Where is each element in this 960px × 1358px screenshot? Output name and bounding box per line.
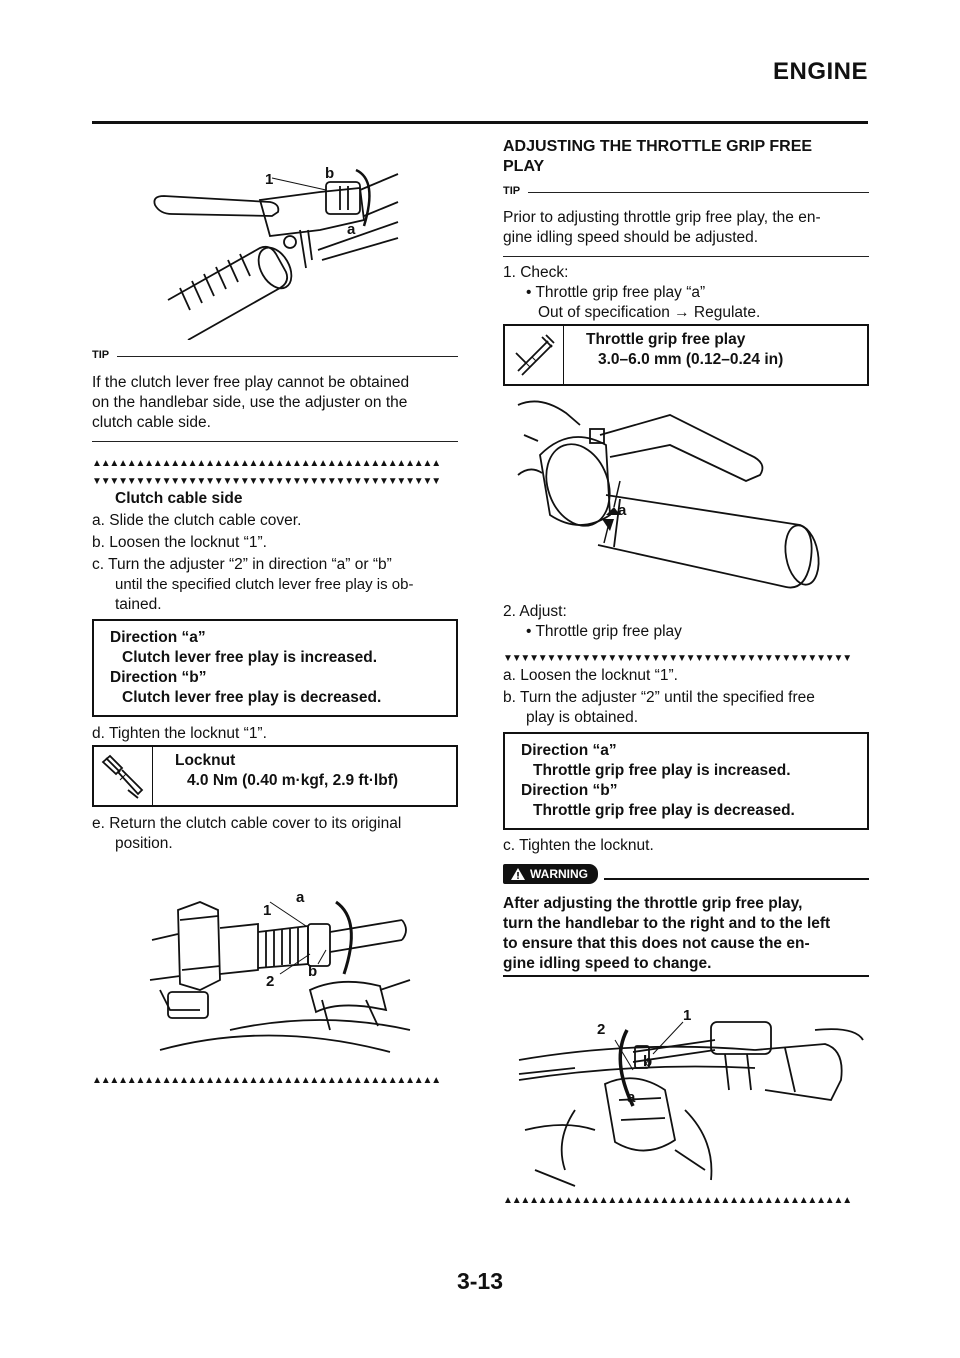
clutch-lever-illustration xyxy=(150,150,400,340)
bullet-item: • Throttle grip free play “a” xyxy=(526,284,706,301)
bullet-item: • Throttle grip free play xyxy=(526,623,682,640)
procedure-end-marker: ▲▲▲▲▲▲▲▲▲▲▲▲▲▲▲▲▲▲▲▲▲▲▲▲▲▲▲▲▲▲▲▲▲▲▲▲▲▲▲▲ xyxy=(503,1195,851,1206)
tip-line: on the handlebar side, use the adjuster on the xyxy=(92,394,408,411)
tip-label: TIP xyxy=(92,349,110,361)
step-item-cont: until the specified clutch lever free play is ob- xyxy=(115,576,414,593)
tip-text-left xyxy=(92,373,472,433)
locknut-label: Locknut xyxy=(175,752,236,769)
step-item-cont: play is obtained. xyxy=(526,709,639,726)
fig1-label-a: a xyxy=(347,221,356,238)
tip-line: gine idling speed should be adjusted. xyxy=(503,229,759,246)
tip-line: clutch cable side. xyxy=(92,414,211,431)
locknut-torque-box xyxy=(92,745,458,807)
page-number: 3-13 xyxy=(456,1268,504,1294)
step-item: c. Tighten the locknut. xyxy=(503,837,654,854)
warning-label: WARNING xyxy=(530,867,588,881)
page-title: ENGINE xyxy=(772,58,868,85)
throttle-grip-illustration xyxy=(510,395,870,595)
direction-label: Direction “a” xyxy=(110,629,206,646)
fig4-label-1: 1 xyxy=(683,1010,692,1024)
fig4-label-a: a xyxy=(627,1089,636,1106)
step-item: d. Tighten the locknut “1”. xyxy=(92,725,267,742)
subsection-title: Clutch cable side xyxy=(115,490,243,507)
direction-value: Clutch lever free play is decreased. xyxy=(122,689,382,706)
check-step xyxy=(503,263,873,323)
procedure-steps-left xyxy=(92,511,472,615)
locknut-torque-value: 4.0 Nm (0.40 m·kgf, 2.9 ft·lbf) xyxy=(187,772,399,789)
warning-line: to ensure that this does not cause the en- xyxy=(503,935,810,952)
fig3-label-a: a xyxy=(618,502,627,519)
warning-line: turn the handlebar to the right and to the left xyxy=(503,915,831,932)
direction-label: Direction “a” xyxy=(521,742,617,759)
warning-badge xyxy=(503,864,598,884)
warning-triangle-icon xyxy=(511,868,525,880)
fig2-label-a: a xyxy=(296,889,305,906)
fig2-label-b: b xyxy=(308,963,318,980)
warning-line: gine idling speed to change. xyxy=(503,955,712,972)
direction-value: Throttle grip free play is increased. xyxy=(533,762,791,779)
step-item: 1. Check: xyxy=(503,264,569,281)
warning-text xyxy=(503,894,873,974)
step-item: b. Turn the adjuster “2” until the specified free xyxy=(503,689,815,706)
direction-spec-box-right xyxy=(503,732,869,830)
step-item-cont: position. xyxy=(115,835,173,852)
step-item-cont: tained. xyxy=(115,596,162,613)
tip-header-left xyxy=(92,349,458,361)
warning-line: After adjusting the throttle grip free play, xyxy=(503,895,803,912)
throttle-spec-box xyxy=(503,324,869,386)
procedure-start-marker: ▼▼▼▼▼▼▼▼▼▼▼▼▼▼▼▼▼▼▼▼▼▼▼▼▼▼▼▼▼▼▼▼▼▼▼▼▼▼▼▼ xyxy=(92,476,440,487)
step-item: a. Loosen the locknut “1”. xyxy=(503,667,678,684)
heading-line: ADJUSTING THE THROTTLE GRIP FREE xyxy=(503,138,813,155)
spec-label: Throttle grip free play xyxy=(586,331,746,348)
step-item: 2. Adjust: xyxy=(503,603,567,620)
fig2-label-2: 2 xyxy=(266,973,275,990)
section-heading xyxy=(503,137,873,177)
warning-rule xyxy=(503,975,869,977)
step-item: e. Return the clutch cable cover to its original xyxy=(92,815,402,832)
tip-label: TIP xyxy=(503,185,521,197)
adjust-step xyxy=(503,602,873,642)
tip-header-right xyxy=(503,185,869,197)
heading-line: PLAY xyxy=(503,158,545,175)
step-item: b. Loosen the locknut “1”. xyxy=(92,534,267,551)
caliper-gauge-icon xyxy=(505,326,564,384)
fig4-label-2: 2 xyxy=(597,1021,606,1038)
step-item: a. Slide the clutch cable cover. xyxy=(92,512,302,529)
tip-rule-right xyxy=(503,256,869,257)
direction-spec-box-left xyxy=(92,619,458,717)
step-item: c. Turn the adjuster “2” in direction “a” or “b” xyxy=(92,556,392,573)
bullet-subtext: Out of specification → Regulate. xyxy=(538,304,761,321)
procedure-start-marker: ▼▼▼▼▼▼▼▼▼▼▼▼▼▼▼▼▼▼▼▼▼▼▼▼▼▼▼▼▼▼▼▼▼▼▼▼▼▼▼▼ xyxy=(503,653,851,664)
fig1-label-b: b xyxy=(325,165,335,182)
fig1-label-1: 1 xyxy=(265,171,274,188)
direction-value: Clutch lever free play is increased. xyxy=(122,649,378,666)
throttle-cable-adjuster-illustration xyxy=(515,1010,865,1190)
procedure-end-marker: ▲▲▲▲▲▲▲▲▲▲▲▲▲▲▲▲▲▲▲▲▲▲▲▲▲▲▲▲▲▲▲▲▲▲▲▲▲▲▲▲ xyxy=(92,1075,440,1086)
fig2-label-1: 1 xyxy=(263,902,272,919)
tip-rule-left xyxy=(92,441,458,442)
direction-label: Direction “b” xyxy=(521,782,618,799)
direction-value: Throttle grip free play is decreased. xyxy=(533,802,795,819)
procedure-steps-right xyxy=(503,666,873,728)
warning-header xyxy=(503,864,869,884)
tip-line: Prior to adjusting throttle grip free play, the en- xyxy=(503,209,821,226)
procedure-start-marker: ▲▲▲▲▲▲▲▲▲▲▲▲▲▲▲▲▲▲▲▲▲▲▲▲▲▲▲▲▲▲▲▲▲▲▲▲▲▲▲▲ xyxy=(92,458,440,469)
torque-wrench-icon xyxy=(94,747,153,805)
header-rule xyxy=(92,121,868,124)
direction-label: Direction “b” xyxy=(110,669,207,686)
tip-text-right xyxy=(503,208,873,248)
step-item-e xyxy=(92,814,472,854)
clutch-cable-adjuster-illustration xyxy=(140,880,420,1060)
tip-line: If the clutch lever free play cannot be obtained xyxy=(92,374,410,391)
fig4-label-b: b xyxy=(643,1053,653,1070)
spec-value: 3.0–6.0 mm (0.12–0.24 in) xyxy=(598,351,784,368)
